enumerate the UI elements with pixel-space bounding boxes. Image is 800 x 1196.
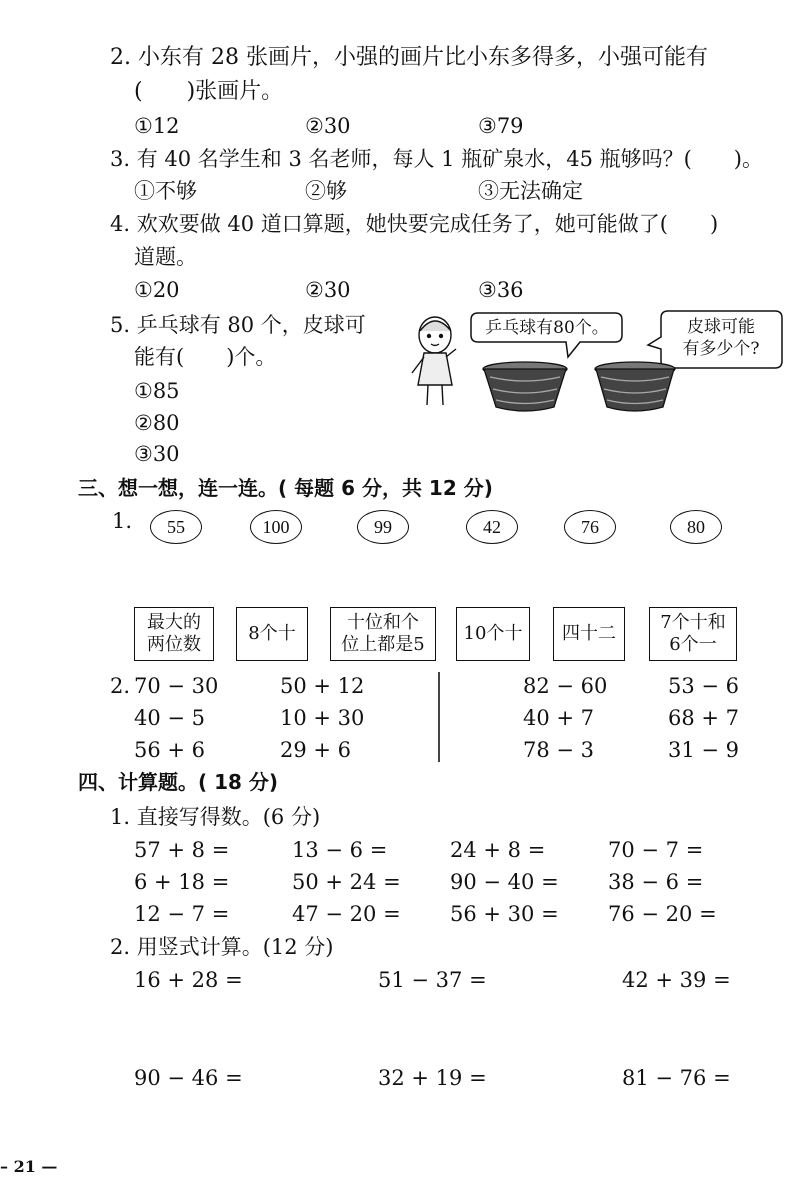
oval-number[interactable]: 99	[357, 510, 409, 544]
oval-number[interactable]: 42	[466, 510, 518, 544]
s3-q2-label: 2.	[110, 674, 131, 698]
vertical-calc[interactable]: 42 + 39 =	[622, 968, 731, 992]
description-box[interactable]: 7个十和 6个一	[649, 607, 737, 661]
oval-number[interactable]: 100	[250, 510, 302, 544]
page-number: – 21 —	[0, 1157, 58, 1176]
q3-option-1: ①不够	[134, 179, 197, 203]
q4-stem-cont: 道题。	[134, 245, 197, 269]
q5-stem: 5. 乒乓球有 80 个，皮球可	[110, 313, 366, 337]
bubble-right-text: 皮球可能 有多少个?	[682, 317, 760, 359]
vertical-calc[interactable]: 51 − 37 =	[378, 968, 487, 992]
expr-left[interactable]: 50 + 12	[280, 674, 365, 698]
expr-right[interactable]: 78 − 3	[523, 738, 595, 762]
description-box[interactable]: 十位和个 位上都是5	[330, 607, 436, 661]
q4-option-3: ③36	[478, 278, 524, 302]
oval-number[interactable]: 55	[150, 510, 202, 544]
q2-stem: 2. 小东有 28 张画片，小强的画片比小东多得多，小强可能有	[110, 45, 708, 70]
divider-line	[438, 672, 440, 762]
oval-number[interactable]: 80	[670, 510, 722, 544]
q5-option-3: ③30	[134, 442, 180, 466]
q5-stem-cont: 能有( )个。	[134, 345, 277, 369]
s3-q1-label: 1.	[112, 509, 133, 533]
expr-right[interactable]: 40 + 7	[523, 706, 595, 730]
expr-left[interactable]: 70 − 30	[134, 674, 219, 698]
oral-calc[interactable]: 12 − 7 =	[134, 902, 230, 926]
q4-option-2: ②30	[305, 278, 351, 302]
q5-option-1: ①85	[134, 379, 180, 403]
q2-option-2: ②30	[305, 114, 351, 138]
expr-right[interactable]: 82 − 60	[523, 674, 608, 698]
description-box[interactable]: 最大的 两位数	[134, 607, 214, 661]
q3-stem: 3. 有 40 名学生和 3 名老师，每人 1 瓶矿泉水，45 瓶够吗？( )。	[110, 147, 763, 171]
girl-figure	[412, 317, 456, 405]
expr-left[interactable]: 56 + 6	[134, 738, 206, 762]
oral-calc[interactable]: 56 + 30 =	[450, 902, 559, 926]
oral-calc[interactable]: 47 − 20 =	[292, 902, 401, 926]
expr-left[interactable]: 29 + 6	[280, 738, 352, 762]
q4-option-1: ①20	[134, 278, 180, 302]
basket-right-icon	[595, 362, 675, 411]
q2-blank-line: ( )张画片。	[134, 79, 284, 104]
s4-q2-title: 2. 用竖式计算。(12 分)	[110, 935, 334, 959]
description-box[interactable]: 10个十	[456, 607, 530, 661]
description-box[interactable]: 四十二	[553, 607, 625, 661]
s4-q1-title: 1. 直接写得数。(6 分)	[110, 805, 321, 829]
q2-option-3: ③79	[478, 114, 524, 138]
oral-calc[interactable]: 57 + 8 =	[134, 838, 230, 862]
section3-title: 三、想一想，连一连。( 每题 6 分，共 12 分)	[78, 476, 493, 500]
q3-option-3: ③无法确定	[478, 179, 583, 203]
expr-right[interactable]: 53 − 6	[668, 674, 740, 698]
oral-calc[interactable]: 38 − 6 =	[608, 870, 704, 894]
oral-calc[interactable]: 70 − 7 =	[608, 838, 704, 862]
vertical-calc[interactable]: 81 − 76 =	[622, 1066, 731, 1090]
oval-number[interactable]: 76	[564, 510, 616, 544]
oral-calc[interactable]: 24 + 8 =	[450, 838, 546, 862]
oral-calc[interactable]: 76 − 20 =	[608, 902, 717, 926]
oral-calc[interactable]: 6 + 18 =	[134, 870, 230, 894]
vertical-calc[interactable]: 16 + 28 =	[134, 968, 243, 992]
description-box[interactable]: 8个十	[236, 607, 308, 661]
vertical-calc[interactable]: 90 − 46 =	[134, 1066, 243, 1090]
basket-left-icon	[483, 362, 567, 411]
q5-option-2: ②80	[134, 411, 180, 435]
oral-calc[interactable]: 50 + 24 =	[292, 870, 401, 894]
bubble-left-text: 乒乓球有80个。	[485, 318, 609, 338]
expr-right[interactable]: 68 + 7	[668, 706, 740, 730]
expr-right[interactable]: 31 − 9	[668, 738, 740, 762]
oral-calc[interactable]: 13 − 6 =	[292, 838, 388, 862]
vertical-calc[interactable]: 32 + 19 =	[378, 1066, 487, 1090]
expr-left[interactable]: 10 + 30	[280, 706, 365, 730]
q4-stem: 4. 欢欢要做 40 道口算题，她快要完成任务了，她可能做了( )	[110, 212, 719, 236]
q2-option-1: ①12	[134, 114, 180, 138]
section4-title: 四、计算题。( 18 分)	[78, 770, 279, 794]
expr-left[interactable]: 40 − 5	[134, 706, 206, 730]
oral-calc[interactable]: 90 − 40 =	[450, 870, 559, 894]
q3-option-2: ②够	[305, 179, 347, 203]
